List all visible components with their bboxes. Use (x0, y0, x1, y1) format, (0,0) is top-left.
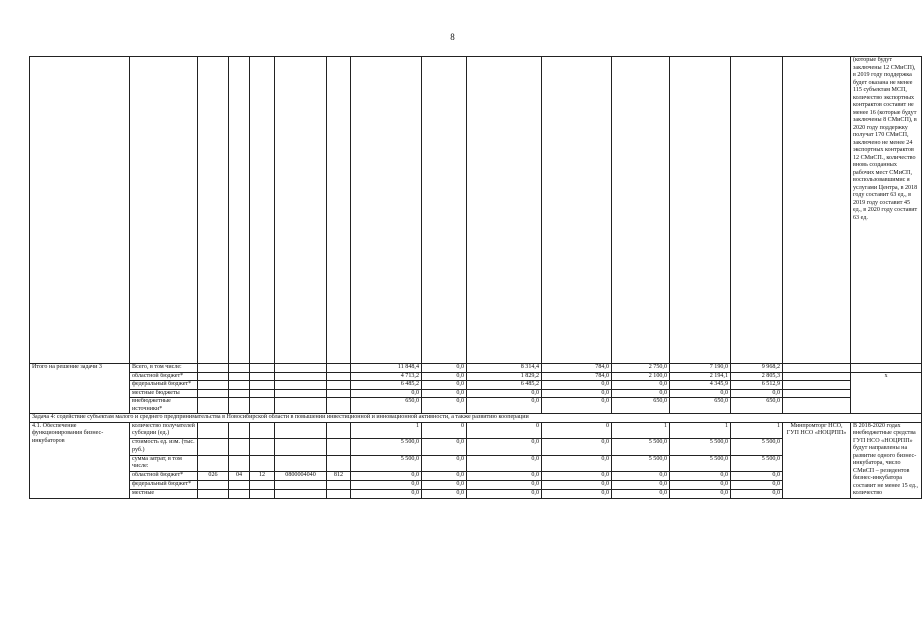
item-value: 0,0 (542, 439, 612, 456)
item-row (30, 422, 922, 439)
continuation-empty-cell (229, 57, 250, 364)
total-value: 784,0 (542, 372, 612, 381)
item-code-empty-cell (198, 422, 229, 439)
item-code-empty-cell (275, 455, 327, 472)
total-value: 6 485,2 (467, 381, 542, 390)
total-code-empty-cell (229, 398, 250, 414)
continuation-empty-cell (198, 57, 229, 364)
total-code-empty-cell (229, 364, 250, 373)
item-value: 5 500,0 (612, 439, 670, 456)
total-mark: х (851, 372, 922, 414)
total-value: 0,0 (542, 389, 612, 398)
item-code-empty-cell (250, 455, 275, 472)
total-code-empty-cell (250, 381, 275, 390)
item-code-empty-cell (275, 480, 327, 489)
budget-code: 812 (327, 472, 351, 481)
item-value: 1 (731, 422, 783, 439)
item-value: 0,0 (542, 480, 612, 489)
total-value: 6 512,9 (731, 381, 783, 390)
item-code-empty-cell (327, 480, 351, 489)
item-value: 0,0 (422, 489, 467, 498)
total-code-empty-cell (275, 381, 327, 390)
total-row-name: местные бюджеты (130, 389, 198, 398)
total-code-empty-cell (229, 381, 250, 390)
item-row-name: стоимость ед. изм. (тыс. руб.) (130, 439, 198, 456)
total-label: Итого на решение задачи 3 (30, 364, 130, 414)
item-value: 0,0 (467, 455, 542, 472)
item-row-name: областной бюджет* (130, 472, 198, 481)
total-code-empty-cell (327, 364, 351, 373)
item-code-empty-cell (327, 422, 351, 439)
total-value: 0,0 (422, 398, 467, 414)
continuation-empty-cell (783, 57, 851, 364)
item-value: 0,0 (670, 489, 731, 498)
continuation-empty-cell (612, 57, 670, 364)
item-code-empty-cell (229, 480, 250, 489)
total-code-empty-cell (327, 372, 351, 381)
total-value: 0,0 (351, 389, 422, 398)
item-code-empty-cell (229, 439, 250, 456)
total-value: 4 713,2 (351, 372, 422, 381)
total-code-empty-cell (198, 372, 229, 381)
item-value: 0,0 (351, 489, 422, 498)
item-value: 1 (670, 422, 731, 439)
item-code-empty-cell (198, 455, 229, 472)
total-value: 784,0 (542, 364, 612, 373)
continuation-row (30, 57, 922, 364)
total-value: 2 750,0 (612, 364, 670, 373)
item-code-empty-cell (250, 480, 275, 489)
total-value: 2 805,3 (731, 372, 783, 381)
page-number: 8 (450, 32, 455, 42)
item-value: 5 500,0 (731, 455, 783, 472)
total-row-name: федеральный бюджет* (130, 381, 198, 390)
item-value: 0,0 (351, 480, 422, 489)
item-value: 0,0 (542, 472, 612, 481)
total-value: 8 314,4 (467, 364, 542, 373)
total-row (30, 398, 922, 414)
total-value: 0,0 (422, 372, 467, 381)
task-heading-row (30, 414, 922, 423)
item-code-empty-cell (275, 439, 327, 456)
total-code-empty-cell (327, 381, 351, 390)
total-executor-empty (783, 364, 851, 373)
total-value: 0,0 (731, 389, 783, 398)
item-value: 0,0 (670, 480, 731, 489)
item-value: 1 (612, 422, 670, 439)
total-value: 0,0 (467, 398, 542, 414)
item-value: 1 (351, 422, 422, 439)
total-value: 0,0 (467, 389, 542, 398)
continuation-empty-cell (275, 57, 327, 364)
continuation-empty-cell (351, 57, 422, 364)
item-value: 5 500,0 (351, 439, 422, 456)
total-code-empty-cell (229, 372, 250, 381)
item-code-empty-cell (198, 489, 229, 498)
continuation-empty-cell (30, 57, 130, 364)
item-value: 0,0 (422, 455, 467, 472)
item-value: 0,0 (731, 472, 783, 481)
item-value: 0,0 (542, 489, 612, 498)
total-value: 1 829,2 (467, 372, 542, 381)
item-code-empty-cell (327, 455, 351, 472)
total-value: 6 485,2 (351, 381, 422, 390)
total-executor-empty (783, 398, 851, 414)
continuation-empty-cell (731, 57, 783, 364)
item-value: 0 (467, 422, 542, 439)
item-code-empty-cell (250, 489, 275, 498)
item-value: 0,0 (351, 472, 422, 481)
item-value: 5 500,0 (612, 455, 670, 472)
total-value: 2 194,1 (670, 372, 731, 381)
total-code-empty-cell (250, 364, 275, 373)
item-value: 0,0 (731, 489, 783, 498)
total-value: 0,0 (422, 381, 467, 390)
total-value: 0,0 (612, 389, 670, 398)
total-code-empty-cell (198, 381, 229, 390)
total-value: 650,0 (351, 398, 422, 414)
item-value: 0,0 (467, 489, 542, 498)
total-row-name: Всего, в том числе: (130, 364, 198, 373)
total-code-empty-cell (229, 389, 250, 398)
total-code-empty-cell (275, 398, 327, 414)
continuation-note: (которые будут заключены 12 СМиСП), в 2019 году поддержка будет оказана не менее 115 субъектам МСП, количество экспортных контрактов составит не менее 16 (которые будут заключены 8 СМиСП), в 2020 году поддержку получат 170 СМиСП, заключено не менее 24 экспортных контрактов 12 СМиСП., количество вновь созданных рабочих мест СМиСП, воспользовавшимис я услугами Центра, в 2018 году составит 63 ед., в 2019 году составит 45 ед., в 2020 году составит 63 ед. (851, 57, 922, 364)
item-row-name: сумма затрат, в том числе: (130, 455, 198, 472)
total-row (30, 372, 922, 381)
total-code-empty-cell (250, 389, 275, 398)
total-row-name: областной бюджет* (130, 372, 198, 381)
item-value: 0,0 (422, 472, 467, 481)
total-code-empty-cell (198, 398, 229, 414)
item-note: В 2018-2020 годах внебюджетные средства ГУП НСО «НОЦРПП» будут направлены на развитие одного бизнес-инкубатора, число СМиСП – резидентов бизнес-инкубатора составит не менее 15 ед., количество (851, 422, 922, 498)
continuation-empty-cell (327, 57, 351, 364)
budget-code: 04 (229, 472, 250, 481)
item-value: 0 (542, 422, 612, 439)
executor: Минпромторг НСО, ГУП НСО «НОЦРПП» (783, 422, 851, 498)
item-value: 5 500,0 (670, 439, 731, 456)
total-value: 0,0 (542, 398, 612, 414)
total-value: 0,0 (670, 389, 731, 398)
total-executor-empty (783, 381, 851, 390)
total-executor-empty (783, 389, 851, 398)
continuation-empty-cell (467, 57, 542, 364)
item-code-empty-cell (327, 489, 351, 498)
item-value: 0,0 (612, 472, 670, 481)
item-value: 5 500,0 (670, 455, 731, 472)
total-value: 0,0 (542, 381, 612, 390)
budget-code: 026 (198, 472, 229, 481)
total-note-empty (851, 364, 922, 373)
item-code-empty-cell (229, 455, 250, 472)
item-code-empty-cell (275, 422, 327, 439)
continuation-empty-cell (130, 57, 198, 364)
item-value: 0 (422, 422, 467, 439)
total-value: 9 968,2 (731, 364, 783, 373)
total-value: 0,0 (612, 381, 670, 390)
budget-code: 0800004040 (275, 472, 327, 481)
item-value: 0,0 (542, 455, 612, 472)
total-code-empty-cell (327, 389, 351, 398)
total-code-empty-cell (198, 389, 229, 398)
continuation-empty-cell (542, 57, 612, 364)
item-code-empty-cell (327, 439, 351, 456)
item-value: 0,0 (422, 439, 467, 456)
continuation-empty-cell (250, 57, 275, 364)
item-value: 0,0 (670, 472, 731, 481)
item-label: 4.1. Обеспечение функционирования бизнес-инкубаторов (30, 422, 130, 498)
total-value: 2 100,0 (612, 372, 670, 381)
total-code-empty-cell (250, 372, 275, 381)
total-code-empty-cell (250, 398, 275, 414)
total-code-empty-cell (275, 389, 327, 398)
program-table (29, 56, 922, 499)
total-row-name: внебюджетные источники* (130, 398, 198, 414)
item-code-empty-cell (275, 489, 327, 498)
item-value: 0,0 (422, 480, 467, 489)
item-value: 0,0 (467, 472, 542, 481)
total-row (30, 381, 922, 390)
total-executor-empty (783, 372, 851, 381)
total-row (30, 389, 922, 398)
item-value: 0,0 (612, 480, 670, 489)
item-value: 5 500,0 (351, 455, 422, 472)
total-code-empty-cell (275, 372, 327, 381)
item-value: 0,0 (612, 489, 670, 498)
total-value: 0,0 (422, 389, 467, 398)
total-value: 11 848,4 (351, 364, 422, 373)
item-value: 0,0 (467, 439, 542, 456)
total-row (30, 364, 922, 373)
item-row-name: федеральный бюджет* (130, 480, 198, 489)
total-value: 0,0 (422, 364, 467, 373)
total-value: 650,0 (670, 398, 731, 414)
item-row-name: количество получателей субсидии (ед.) (130, 422, 198, 439)
total-code-empty-cell (275, 364, 327, 373)
total-value: 650,0 (612, 398, 670, 414)
total-value: 650,0 (731, 398, 783, 414)
task4-title: Задача 4: содействие субъектам малого и среднего предпринимательства в Новосибирской области в повышении инвестиционной и инновационной активности, а также развитию кооперации (30, 414, 922, 423)
item-code-empty-cell (229, 422, 250, 439)
item-value: 0,0 (731, 480, 783, 489)
item-code-empty-cell (250, 422, 275, 439)
item-row-name: местные (130, 489, 198, 498)
item-code-empty-cell (250, 439, 275, 456)
budget-code: 12 (250, 472, 275, 481)
total-value: 7 190,0 (670, 364, 731, 373)
item-value: 0,0 (467, 480, 542, 489)
item-code-empty-cell (229, 489, 250, 498)
item-code-empty-cell (198, 480, 229, 489)
item-code-empty-cell (198, 439, 229, 456)
total-code-empty-cell (327, 398, 351, 414)
total-code-empty-cell (198, 364, 229, 373)
continuation-empty-cell (670, 57, 731, 364)
continuation-empty-cell (422, 57, 467, 364)
total-value: 4 345,9 (670, 381, 731, 390)
item-value: 5 500,0 (731, 439, 783, 456)
